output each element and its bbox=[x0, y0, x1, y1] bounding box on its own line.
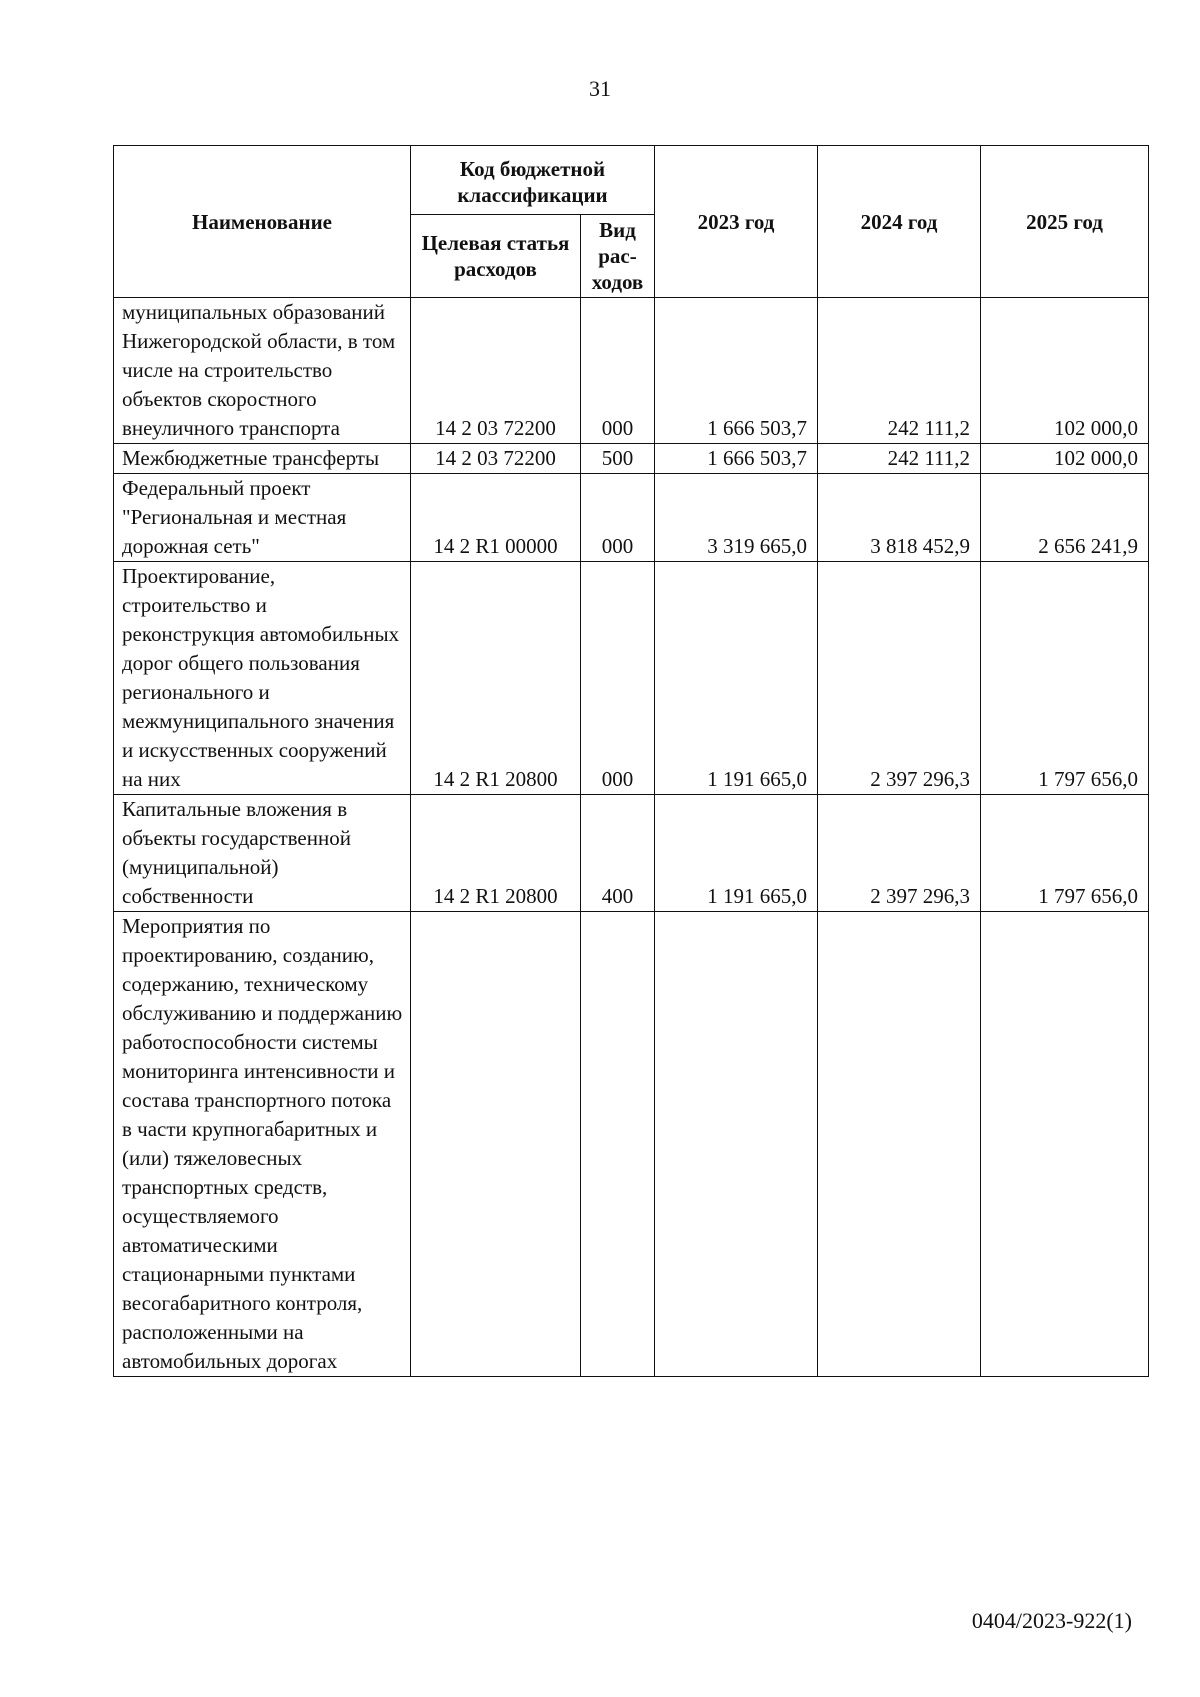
row-2024: 2 397 296,3 bbox=[818, 795, 981, 912]
row-2025: 1 797 656,0 bbox=[981, 562, 1149, 795]
row-name: Мероприятия по проектированию, созданию, содержанию, техническому обслуживанию и поддержанию работоспособности системы мониторинга интенсивности и состава транспортного потока в части крупногабаритных и (или) тяжеловесных транспортных средств, осуществляемого автоматическими стационарными пунктами весогабаритного контроля, расположенными на автомобильных дорогах bbox=[114, 912, 411, 1377]
row-2023: 1 666 503,7 bbox=[655, 298, 818, 444]
row-name: Проектирование, строительство и реконструкция автомобильных дорог общего пользования регионального и межмуниципального значения и искусственных сооружений на них bbox=[114, 562, 411, 795]
budget-table bbox=[113, 145, 1149, 1377]
header-target-article: Целевая статья расходов bbox=[411, 215, 581, 298]
row-2024: 242 111,2 bbox=[818, 298, 981, 444]
row-2024: 3 818 452,9 bbox=[818, 474, 981, 562]
row-2024 bbox=[818, 912, 981, 1377]
row-expense-type: 500 bbox=[581, 444, 655, 474]
row-name: Межбюджетные трансферты bbox=[114, 444, 411, 474]
table-row bbox=[114, 562, 1149, 795]
row-2023: 3 319 665,0 bbox=[655, 474, 818, 562]
row-name: Капитальные вложения в объекты государственной (муниципальной) собственности bbox=[114, 795, 411, 912]
row-2023: 1 666 503,7 bbox=[655, 444, 818, 474]
header-2024: 2024 год bbox=[818, 146, 981, 298]
row-2023: 1 191 665,0 bbox=[655, 795, 818, 912]
row-target-article bbox=[411, 912, 581, 1377]
row-2025: 2 656 241,9 bbox=[981, 474, 1149, 562]
table-row bbox=[114, 474, 1149, 562]
header-2023: 2023 год bbox=[655, 146, 818, 298]
header-name: Наименование bbox=[114, 146, 411, 298]
table-body bbox=[114, 298, 1149, 1377]
row-target-article: 14 2 R1 20800 bbox=[411, 795, 581, 912]
row-name: муниципальных образований Нижегородской области, в том числе на строительство объектов скоростного внеуличного транспорта bbox=[114, 298, 411, 444]
header-code-group: Код бюджетной классификации bbox=[411, 146, 655, 215]
row-expense-type: 000 bbox=[581, 474, 655, 562]
row-2023: 1 191 665,0 bbox=[655, 562, 818, 795]
row-target-article: 14 2 R1 00000 bbox=[411, 474, 581, 562]
row-2024: 242 111,2 bbox=[818, 444, 981, 474]
header-expense-type: Вид рас-ходов bbox=[581, 215, 655, 298]
row-2025: 102 000,0 bbox=[981, 444, 1149, 474]
table-row bbox=[114, 298, 1149, 444]
row-target-article: 14 2 03 72200 bbox=[411, 444, 581, 474]
header-2025: 2025 год bbox=[981, 146, 1149, 298]
row-target-article: 14 2 03 72200 bbox=[411, 298, 581, 444]
row-expense-type: 400 bbox=[581, 795, 655, 912]
row-name: Федеральный проект "Региональная и местная дорожная сеть" bbox=[114, 474, 411, 562]
page-number: 31 bbox=[589, 76, 611, 101]
row-expense-type: 000 bbox=[581, 298, 655, 444]
row-2025 bbox=[981, 912, 1149, 1377]
row-2025: 1 797 656,0 bbox=[981, 795, 1149, 912]
table-row bbox=[114, 444, 1149, 474]
row-2025: 102 000,0 bbox=[981, 298, 1149, 444]
row-expense-type bbox=[581, 912, 655, 1377]
row-target-article: 14 2 R1 20800 bbox=[411, 562, 581, 795]
table-row bbox=[114, 912, 1149, 1377]
table-row bbox=[114, 795, 1149, 912]
row-2024: 2 397 296,3 bbox=[818, 562, 981, 795]
document-code: 0404/2023-922(1) bbox=[971, 1608, 1132, 1633]
row-expense-type: 000 bbox=[581, 562, 655, 795]
table-header bbox=[114, 146, 1149, 298]
row-2023 bbox=[655, 912, 818, 1377]
